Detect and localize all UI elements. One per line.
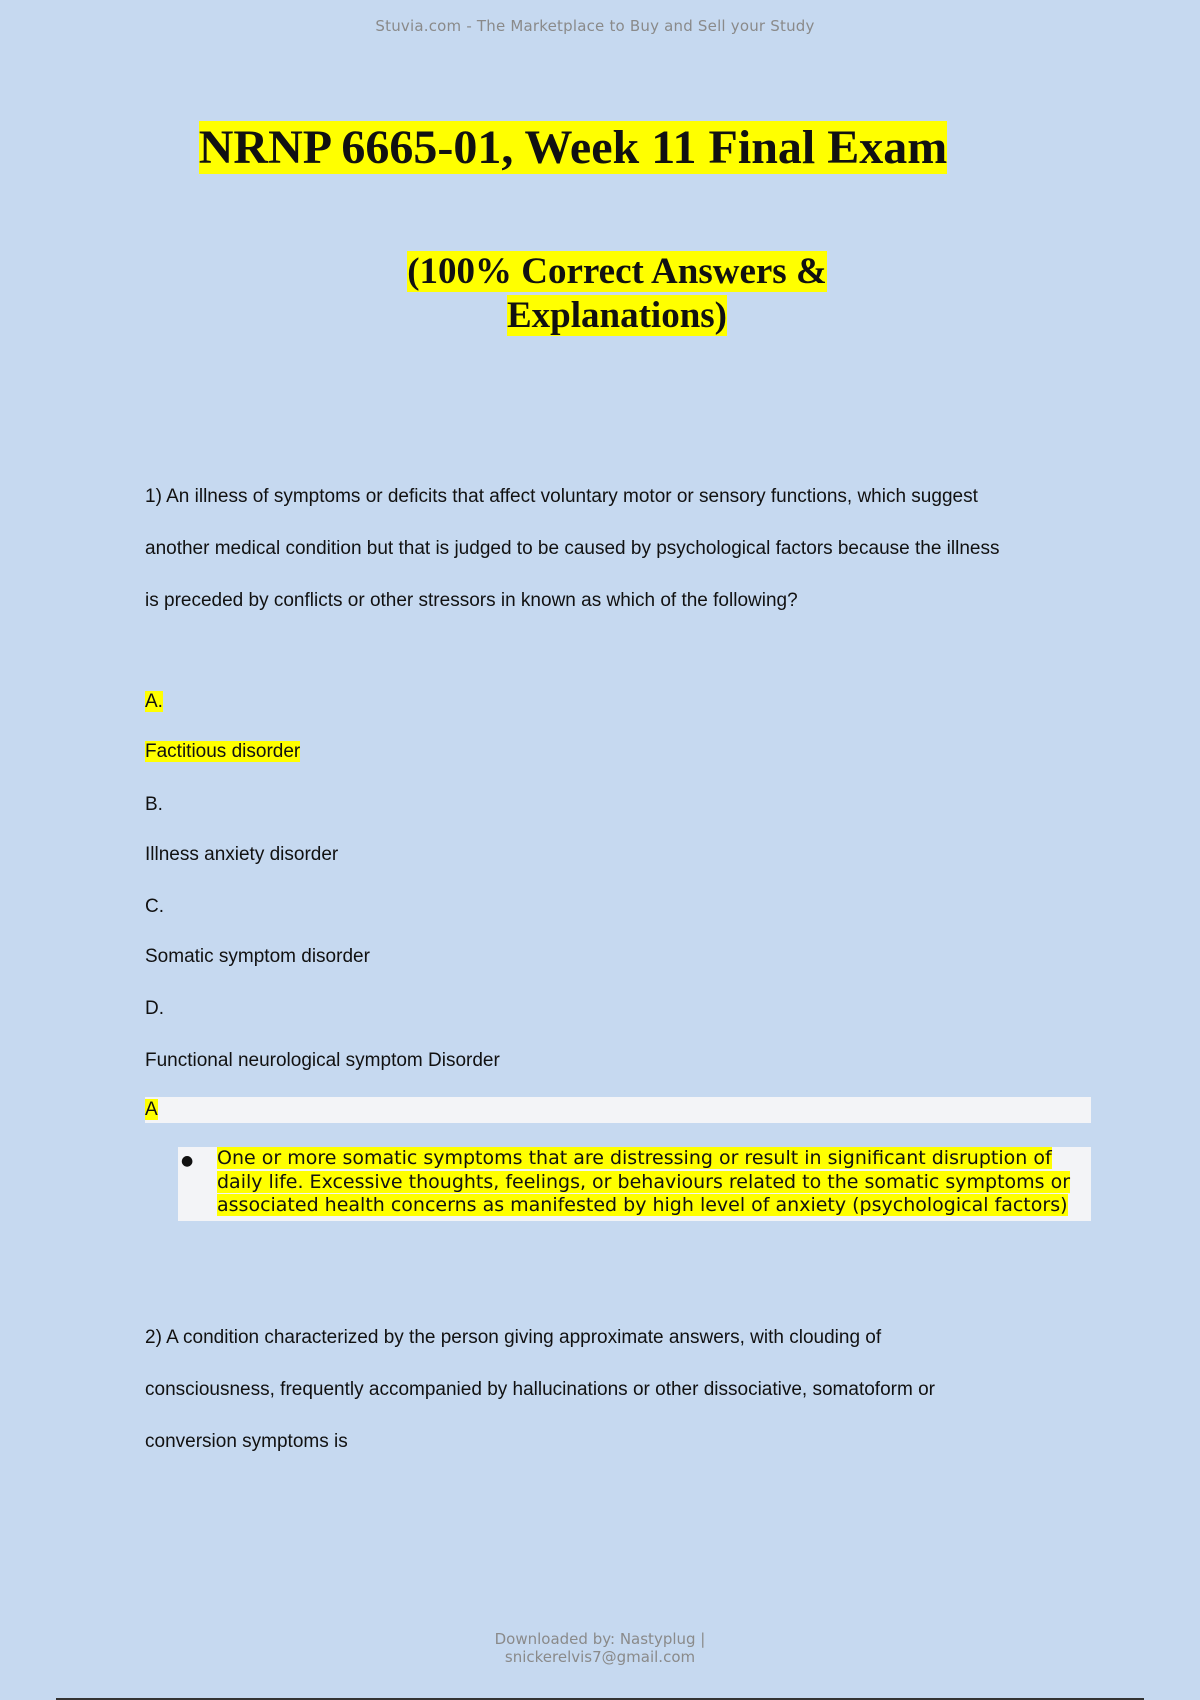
document-title (0, 120, 1146, 176)
explanation-text: One or more somatic symptoms that are distressing or result in significant disruption of daily life. Excessive thoughts, feelings, or behaviours related to the somatic symptoms or associated health concerns as manifested by high level of anxiety (psychological factors) (217, 1147, 1071, 1216)
answer-strip (145, 1097, 1091, 1123)
subtitle-line-2: Explanations) (506, 295, 727, 336)
bullet-icon: ● (181, 1153, 194, 1169)
footer-downloaded-by: Downloaded by: Nastyplug | (494, 1630, 706, 1648)
question-2-text: 2) A condition characterized by the person giving approximate answers, with clouding of consciousness, frequently accompanied by hallucinations or other dissociative, somatoform or conversion symptoms is (145, 1327, 935, 1452)
question-1-option-a-text (145, 739, 300, 765)
page-header-watermark: Stuvia.com - The Marketplace to Buy and Sell your Study (375, 17, 815, 35)
question-1-option-c-text: Somatic symptom disorder (145, 946, 370, 967)
footer-email: snickerelvis7@gmail.com (504, 1648, 696, 1666)
subtitle-line-1: (100% Correct Answers & (407, 251, 827, 292)
document-subtitle (0, 250, 1200, 338)
page-footer (0, 1630, 1200, 1666)
question-1-option-a-letter (145, 689, 163, 715)
question-1-option-c-letter: C. (145, 896, 164, 917)
question-1-option-b-letter: B. (145, 794, 163, 815)
question-1-text: 1) An illness of symptoms or deficits that affect voluntary motor or sensory functions, which suggest another medical condition but that is judged to be caused by psychological factors because the illness is preceded by conflicts or other stressors in known as which of the following? (145, 486, 1000, 611)
question-1-option-d-letter: D. (145, 998, 164, 1019)
option-a-letter: A. (145, 691, 163, 712)
question-1-answer (145, 1097, 158, 1123)
option-a-label: Factitious disorder (145, 741, 301, 762)
question-1-explanation (217, 1147, 1087, 1218)
document-title-text: NRNP 6665-01, Week 11 Final Exam (198, 121, 948, 174)
question-1-option-d-text: Functional neurological symptom Disorder (145, 1050, 500, 1071)
question-1-option-b-text: Illness anxiety disorder (145, 844, 339, 865)
answer-letter: A (145, 1099, 158, 1120)
